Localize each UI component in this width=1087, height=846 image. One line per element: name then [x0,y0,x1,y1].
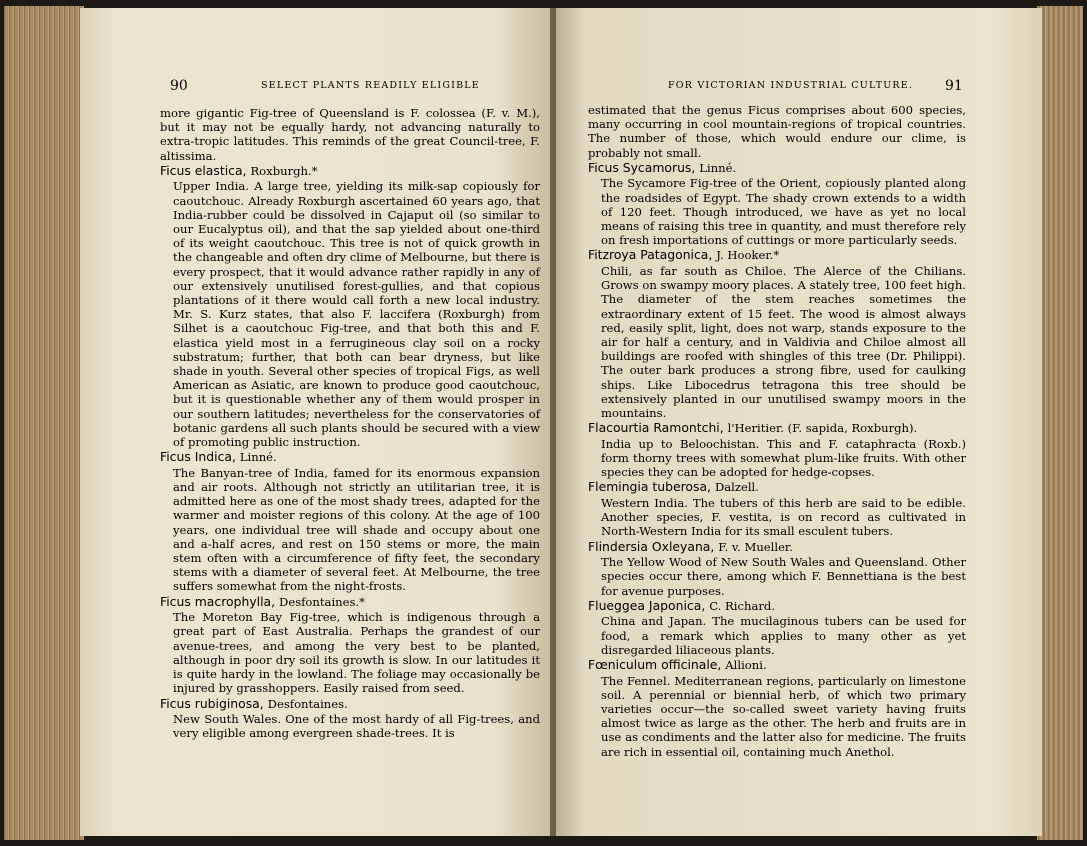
plant-entry [588,420,966,479]
species-authority: C. Richard. [709,598,776,613]
species-name: Flacourtia Ramontchi, [588,420,724,436]
species-name: Ficus Sycamorus, [588,159,696,175]
plant-entry [588,479,966,538]
entry-heading [588,657,966,674]
entry-heading [160,594,540,611]
species-name: Flindersia Oxleyana, [588,538,715,554]
entry-heading [588,420,966,437]
species-authority: Linné. [699,160,737,175]
species-authority: Allioni. [725,658,767,673]
entry-heading [588,479,966,496]
entry-body: Western India. The tubers of this herb are said to be edible. Another species, F. vestita, is on record as cultivated in North-Western India for its small esculent tubers. [601,496,966,539]
right-text-column [588,103,966,759]
entry-body: The Sycamore Fig-tree of the Orient, copiously planted along the roadsides of Egypt. The shady crown extends to a width of 120 feet. Though introduced, we have as yet no local means of raising this tree in quantity, and must therefore rely on fresh importations of cuttings or more particularly seeds. [601,176,966,248]
entry-heading [160,449,540,466]
species-authority: Roxburgh.* [250,163,318,178]
plant-entry [588,247,966,420]
left-page-number: 90 [170,78,188,94]
entry-body: The Moreton Bay Fig-tree, which is indigenous through a great part of East Australia. Perhaps the grandest of our avenue-trees, and among the very best to be planted, although in poor dry soil its growth is slow. In our latitudes it is quite hardy in the lowland. The foliage may occasionally be injured by grasshoppers. Easily raised from seed. [173,610,540,696]
entry-body: India up to Beloochistan. This and F. cataphracta (Roxb.) form thorny trees with somewhat plum-like fruits. With other species they can be adopted for hedge-copses. [601,436,966,480]
continuation-text: more gigantic Fig-tree of Queensland is F. colossea (F. v. M.), but it may not be equally hardy, not advancing naturally to extra-tropic latitudes. This reminds of the great Council-tree, F. altissima. [160,106,540,163]
entry-heading [588,598,966,615]
species-authority: J. Hooker.* [716,248,780,263]
species-name: Ficus macrophylla, [160,593,276,609]
species-authority: Desfontaines.* [279,594,365,609]
entry-heading [160,163,540,180]
species-name: Ficus elastica, [160,162,247,178]
species-name: Flemingia tuberosa, [588,479,711,495]
entry-heading [160,696,540,713]
species-authority: Linné. [239,450,277,465]
species-authority: l'Heritier. (F. sapida, Roxburgh). [727,421,918,436]
plant-entry [160,449,540,593]
book-gutter [550,8,556,836]
plant-entry [160,594,540,696]
right-running-head: FOR VICTORIAN INDUSTRIAL CULTURE. [668,80,914,91]
entry-body: Chili, as far south as Chiloe. The Alerce of the Chilians. Grows on swampy moory places. A stately tree, 100 feet high. The diameter of the stem reaches sometimes the extraordinary extent of 15 feet. The wood is almost always red, easily split, light, does not warp, stands exposure to the air for half a century, and in Valdivia and Chiloe almost all buildings are roofed with shingles of this tree (Dr. Philippi). The outer bark produces a strong fibre, used for caulking ships. Like Libocedrus tetragona this tree should be extensively planted in our unutilised swampy moors in the mountains. [601,264,966,421]
entry-body: Upper India. A large tree, yielding its milk-sap copiously for caoutchouc. Already Roxburgh ascertained 60 years ago, that India-rubber could be dissolved in Cajaput oil (so similar to our Eucalyptus oil), and that the sap yielded about one-third of its weight caoutchouc. This tree is not of quick growth in the changeable and often dry clime of Melbourne, but there is every prospect, that it would advance rather rapidly in any of our extensively unutilised forest-gullies, and that copious plantations of it there would call forth a new local industry. Mr. S. Kurz states, that also F. laccifera (Roxburgh) from Silhet is a caoutchouc Fig-tree, and that both this and F. elastica yield most in a ferrugineous clay soil on a rocky substratum; further, that both can bear dryness, but like shade in youth. Several other species of tropical Figs, as well American as Asiatic, are known to produce good caoutchouc, but it is questionable whether any of them would prosper in our southern latitudes; nevertheless for the conservatories of botanic gardens all such plants should be secured with a view of promoting public instruction. [173,179,540,450]
book-page-edges-right [1037,6,1083,840]
plant-entry [160,163,540,449]
species-name: Ficus Indica, [160,449,236,465]
entry-heading [588,247,966,264]
species-name: Flueggea Japonica, [588,597,706,613]
entry-body: New South Wales. One of the most hardy of all Fig-trees, and very eligible among evergreen shade-trees. It is [173,712,540,741]
book-page-edges-left [4,6,84,840]
species-authority: Dalzell. [714,480,759,495]
entry-heading [588,539,966,556]
left-text-column [160,106,540,741]
plant-entry [160,696,540,741]
plant-entry [588,539,966,598]
entry-body: The Banyan-tree of India, famed for its enormous expansion and air roots. Although not strictly an utilitarian tree, it is admitted here as one of the most shady trees, adapted for the warmer and moister regions of this colony. At the age of 100 years, one individual tree will shade and occupy about one and a-half acres, and rest on 150 stems or more, the main stem often with a circumference of fifty feet, the secondary stems with a diameter of several feet. At Melbourne, the tree suffers somewhat from the night-frosts. [173,465,540,594]
species-authority: Desfontaines. [267,696,348,711]
continuation-text: estimated that the genus Ficus comprises about 600 species, many occurring in cool mountain-regions of tropical countries. The number of those, which would endure our clime, is probably not small. [588,103,966,160]
plant-entry [588,598,966,657]
entry-body: The Yellow Wood of New South Wales and Queensland. Other species occur there, among which F. Bennettiana is the best for avenue purposes. [601,555,966,598]
left-running-head: SELECT PLANTS READILY ELIGIBLE [261,80,480,91]
entry-heading [588,160,966,177]
plant-entry [588,160,966,248]
entry-body: China and Japan. The mucilaginous tubers can be used for food, a remark which applies to many other as yet disregarded liliaceous plants. [601,614,966,657]
species-name: Fitzroya Patagonica, [588,247,713,263]
species-name: Fœniculum officinale, [588,657,722,673]
entry-body: The Fennel. Mediterranean regions, particularly on limestone soil. A perennial or biennial herb, of which two primary varieties occur—the so-called sweet variety having fruits almost twice as large as the other. The herb and fruits are in use as condiments and the latter also for medicine. The fruits are rich in essential oil, containing much Anethol. [601,673,966,759]
species-authority: F. v. Mueller. [718,539,793,554]
species-name: Ficus rubiginosa, [160,695,264,711]
right-page-number: 91 [945,78,963,94]
plant-entry [588,657,966,759]
